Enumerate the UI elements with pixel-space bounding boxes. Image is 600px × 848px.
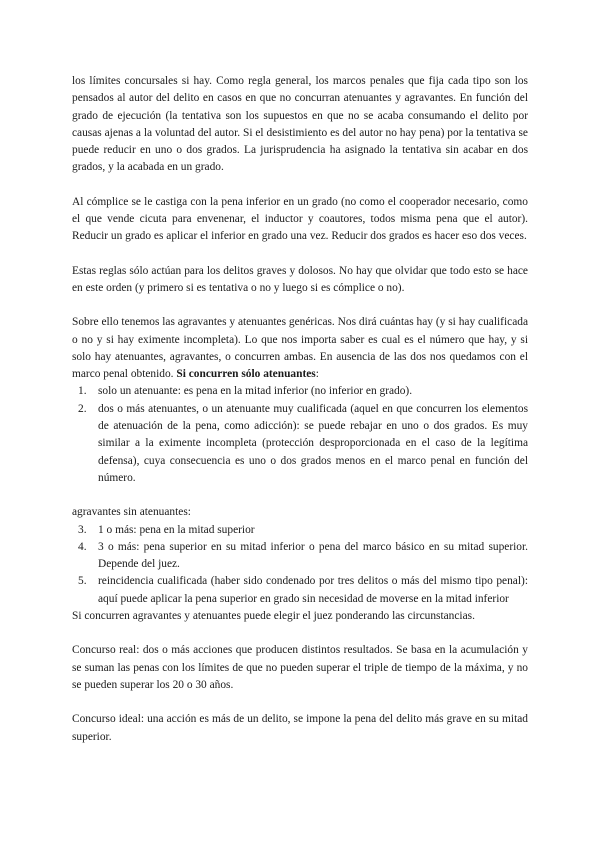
paragraph-agravantes-label: agravantes sin atenuantes: [72,506,191,519]
list-agravantes [72,522,528,608]
paragraph-agravantes-atenuantes [72,314,528,383]
list-item [72,522,528,539]
paragraph-complice: Al cómplice se le castiga con la pena inferior en un grado (no como el cooperador necesario, como el que vende cicuta para envenenar, el inductor y coautores, todos misma pena que el autor). Reducir un grado es aplicar el inferior en grado una vez. Reducir dos grados es hacer eso dos veces. [72,195,528,243]
paragraph-concurso-real: Concurso real: dos o más acciones que producen distintos resultados. Se basa en la acumulación y se suman las penas con los límites de que no pueden superar el triple de tiempo de la máxima, y no se pueden superar los 20 o 30 años. [72,644,528,691]
list-item-text: reincidencia cualificada (haber sido condenado por tres delitos o más del mismo tipo penal): aquí puede aplicar la pena superior en grado sin necesidad de moverse en la mitad inferior [98,575,528,605]
list-item-text: solo un atenuante: es pena en la mitad inferior (no inferior en grado). [98,385,413,398]
list-atenuantes [72,383,528,487]
list-number: 4. [78,540,87,553]
document-page [72,73,528,746]
list-item [72,539,528,574]
list-number: 1. [78,385,87,398]
list-number: 5. [78,575,87,588]
list-item-text: dos o más atenuantes, o un atenuante muy cualificada (aquel en que concurren los elementos de atenuación de la pena, como adicción): se puede rebajar en uno o dos grados. Es muy similar a la eximente incompleta (protección desproporcionada en el caso de la legítima defensa), cuya consecuencia es uno o dos grados menos en el marco penal en función del número. [98,402,528,484]
list-number: 3. [78,523,87,536]
list-item [72,401,528,487]
paragraph-marcos-penales: los límites concursales si hay. Como regla general, los marcos penales que fija cada tipo son los pensados al autor del delito en casos en que no concurran atenuantes y agravantes. En función del grado de ejecución (la tentativa son los supuestos en que no se acaba consumando el delito por causas ajenas a la voluntad del autor. Si el desistimiento es del autor no hay pena) por la tentativa se puede reducir en uno o dos grados. La jurisprudencia ha asignado la tentativa sin acabar en dos grados, y la acabada en un grado. [72,75,528,174]
list-item [72,383,528,400]
paragraph-text: Sobre ello tenemos las agravantes y atenuantes genéricas. Nos dirá cuántas hay (y si hay cualificada o no y si hay eximente incompleta). Lo que nos importa saber es cual es el número que hay, y si solo hay atenuantes, agravantes, o concurren ambas. En ausencia de las dos nos quedamos con el marco penal obtenido. [72,316,528,381]
list-number: 2. [78,402,87,415]
list-item-text: 1 o más: pena en la mitad superior [98,523,255,536]
list-item [72,573,528,608]
list-item-text: 3 o más: pena superior en su mitad inferior o pena del marco básico en su mitad superior. Depende del juez. [98,540,528,571]
paragraph-concurso-ideal: Concurso ideal: una acción es más de un delito, se impone la pena del delito más grave en su mitad superior. [72,713,528,743]
paragraph-colon: : [315,368,319,381]
bold-heading-atenuantes: Si concurren sólo atenuantes [176,368,316,381]
paragraph-ambas: Si concurren agravantes y atenuantes puede elegir el juez ponderando las circunstancias. [72,610,475,623]
paragraph-reglas: Estas reglas sólo actúan para los delitos graves y dolosos. No hay que olvidar que todo esto se hace en este orden (y primero si es tentativa o no y luego si es cómplice o no). [72,264,528,294]
